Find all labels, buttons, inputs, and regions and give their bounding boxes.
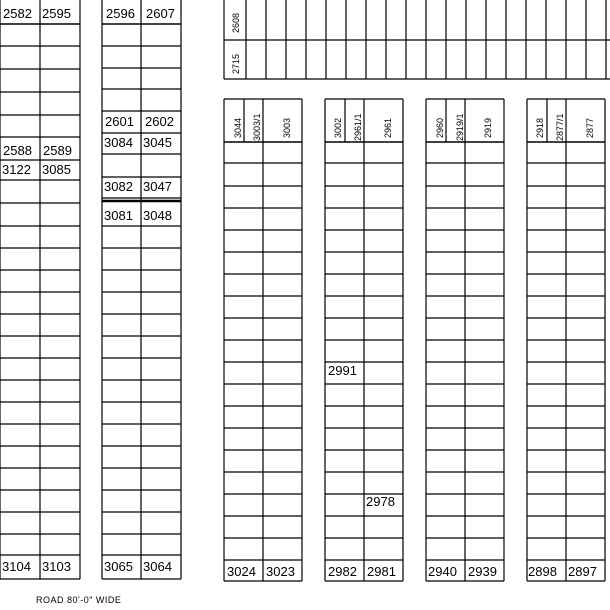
plot-2978[interactable]: 2978 xyxy=(366,494,395,509)
plot-2939[interactable]: 2939 xyxy=(468,564,497,579)
plot-3044[interactable]: 3044 xyxy=(233,117,243,138)
plot-2715[interactable]: 2715 xyxy=(231,53,241,74)
plot-2982[interactable]: 2982 xyxy=(328,564,357,579)
plot-2595[interactable]: 2595 xyxy=(42,6,71,21)
plot-3003[interactable]: 3003 xyxy=(282,117,292,138)
plot-2877[interactable]: 2877 xyxy=(585,117,595,138)
plot-3081[interactable]: 3081 xyxy=(104,208,133,223)
plot-2596[interactable]: 2596 xyxy=(106,6,135,21)
plot-3104[interactable]: 3104 xyxy=(2,559,31,574)
plot-3084[interactable]: 3084 xyxy=(104,135,133,150)
plot-2940[interactable]: 2940 xyxy=(428,564,457,579)
plot-3082[interactable]: 3082 xyxy=(104,179,133,194)
plot-2919[interactable]: 2919 xyxy=(483,117,493,138)
plot-2960[interactable]: 2960 xyxy=(435,117,445,138)
plot-3048[interactable]: 3048 xyxy=(143,208,172,223)
plot-2918[interactable]: 2918 xyxy=(535,117,545,138)
plot-3085[interactable]: 3085 xyxy=(42,162,71,177)
plot-2898[interactable]: 2898 xyxy=(528,564,557,579)
road-label: ROAD 80'-0" WIDE xyxy=(36,595,122,605)
plot-3065[interactable]: 3065 xyxy=(104,559,133,574)
plot-2601[interactable]: 2601 xyxy=(105,114,134,129)
plot-3047[interactable]: 3047 xyxy=(143,179,172,194)
plot-2897[interactable]: 2897 xyxy=(568,564,597,579)
plot-3045[interactable]: 3045 xyxy=(143,135,172,150)
plot-2608[interactable]: 2608 xyxy=(231,12,241,33)
plot-2961[interactable]: 2961 xyxy=(383,117,393,138)
plot-3002[interactable]: 3002 xyxy=(333,117,343,138)
plot-3003-1[interactable]: 3003/1 xyxy=(252,113,262,141)
plot-2607[interactable]: 2607 xyxy=(146,6,175,21)
plot-2582[interactable]: 2582 xyxy=(3,6,32,21)
plot-2991[interactable]: 2991 xyxy=(328,363,357,378)
plot-2589[interactable]: 2589 xyxy=(43,143,72,158)
plot-3064[interactable]: 3064 xyxy=(143,559,172,574)
plot-2961-1[interactable]: 2961/1 xyxy=(353,113,363,141)
plot-2919-1[interactable]: 2919/1 xyxy=(455,113,465,141)
plot-2602[interactable]: 2602 xyxy=(145,114,174,129)
plot-3103[interactable]: 3103 xyxy=(42,559,71,574)
plot-3023[interactable]: 3023 xyxy=(266,564,295,579)
plot-2981[interactable]: 2981 xyxy=(367,564,396,579)
plot-2588[interactable]: 2588 xyxy=(3,143,32,158)
plot-3122[interactable]: 3122 xyxy=(2,162,31,177)
plot-3024[interactable]: 3024 xyxy=(227,564,256,579)
plot-2877-1[interactable]: 2877/1 xyxy=(555,113,565,141)
